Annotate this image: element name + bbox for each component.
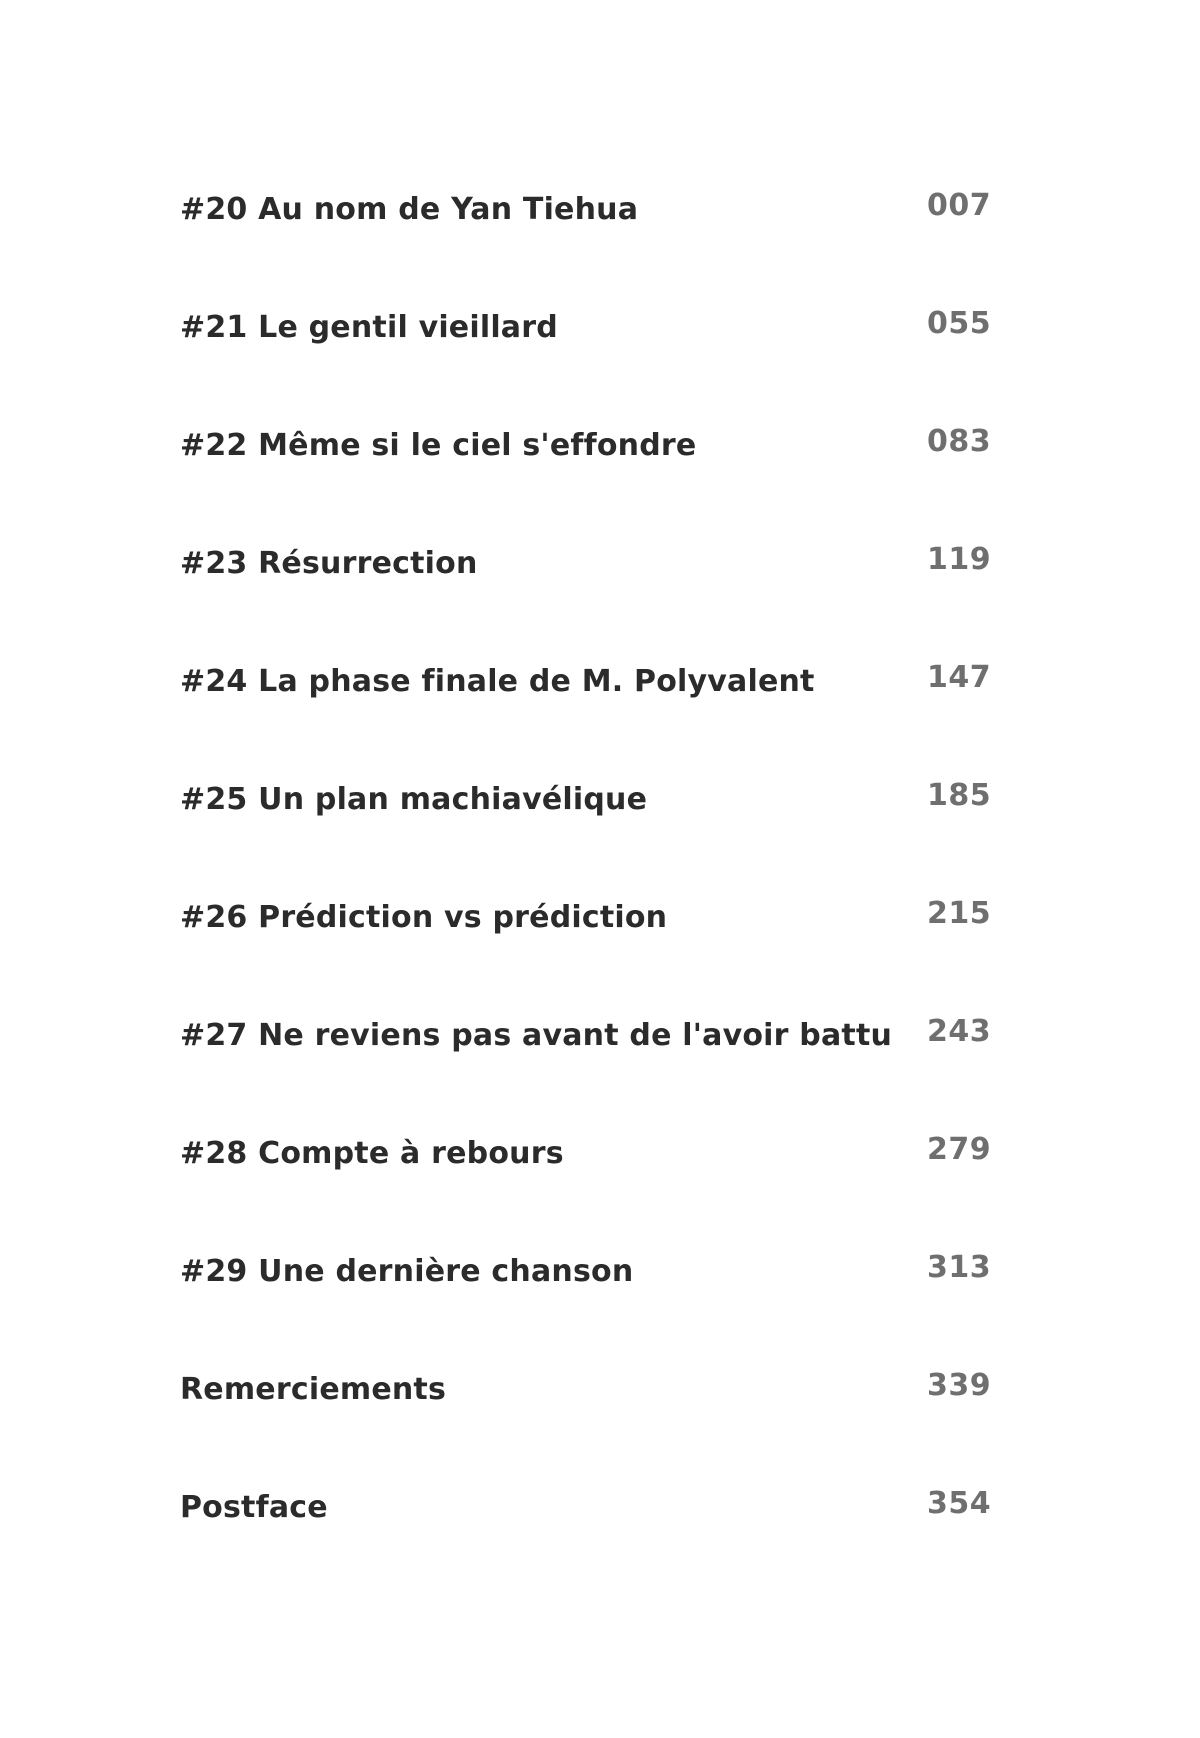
toc-entry-page-number: 007 <box>927 188 992 223</box>
toc-entry-page-number: 215 <box>927 896 992 931</box>
toc-entry-page-number: 055 <box>927 306 992 341</box>
toc-entry-page-number: 339 <box>927 1368 992 1403</box>
toc-entry-title: #27 Ne reviens pas avant de l'avoir battu <box>180 1018 893 1053</box>
toc-entry-title: #24 La phase finale de M. Polyvalent <box>180 664 815 699</box>
toc-entry-page-number: 119 <box>927 542 992 577</box>
toc-entry-page-number: 243 <box>927 1014 992 1049</box>
toc-entry-21[interactable] <box>180 296 1000 414</box>
toc-entry-27[interactable] <box>180 1004 1000 1122</box>
toc-entry-title: #22 Même si le ciel s'effondre <box>180 428 697 463</box>
toc-entry-title: #28 Compte à rebours <box>180 1136 564 1171</box>
toc-entry-page-number: 147 <box>927 660 992 695</box>
toc-entry-25[interactable] <box>180 768 1000 886</box>
toc-entry-26[interactable] <box>180 886 1000 1004</box>
toc-entry-postface[interactable] <box>180 1476 1000 1594</box>
toc-entry-28[interactable] <box>180 1122 1000 1240</box>
toc-entry-title: #25 Un plan machiavélique <box>180 782 648 817</box>
toc-entry-23[interactable] <box>180 532 1000 650</box>
toc-entry-page-number: 083 <box>927 424 992 459</box>
toc-entry-page-number: 185 <box>927 778 992 813</box>
toc-entry-title: #21 Le gentil vieillard <box>180 310 558 345</box>
toc-entry-title: #20 Au nom de Yan Tiehua <box>180 192 639 227</box>
toc-entry-29[interactable] <box>180 1240 1000 1358</box>
toc-entry-title: #29 Une dernière chanson <box>180 1254 634 1289</box>
toc-entry-page-number: 354 <box>927 1486 992 1521</box>
toc-entry-remerciements[interactable] <box>180 1358 1000 1476</box>
toc-entry-title: #26 Prédiction vs prédiction <box>180 900 668 935</box>
toc-entry-22[interactable] <box>180 414 1000 532</box>
toc-entry-24[interactable] <box>180 650 1000 768</box>
toc-entry-page-number: 279 <box>927 1132 992 1167</box>
toc-entry-title: Remerciements <box>180 1372 447 1407</box>
toc-entry-title: Postface <box>180 1490 328 1525</box>
table-of-contents <box>180 178 1000 1594</box>
toc-entry-20[interactable] <box>180 178 1000 296</box>
toc-entry-page-number: 313 <box>927 1250 992 1285</box>
toc-entry-title: #23 Résurrection <box>180 546 478 581</box>
